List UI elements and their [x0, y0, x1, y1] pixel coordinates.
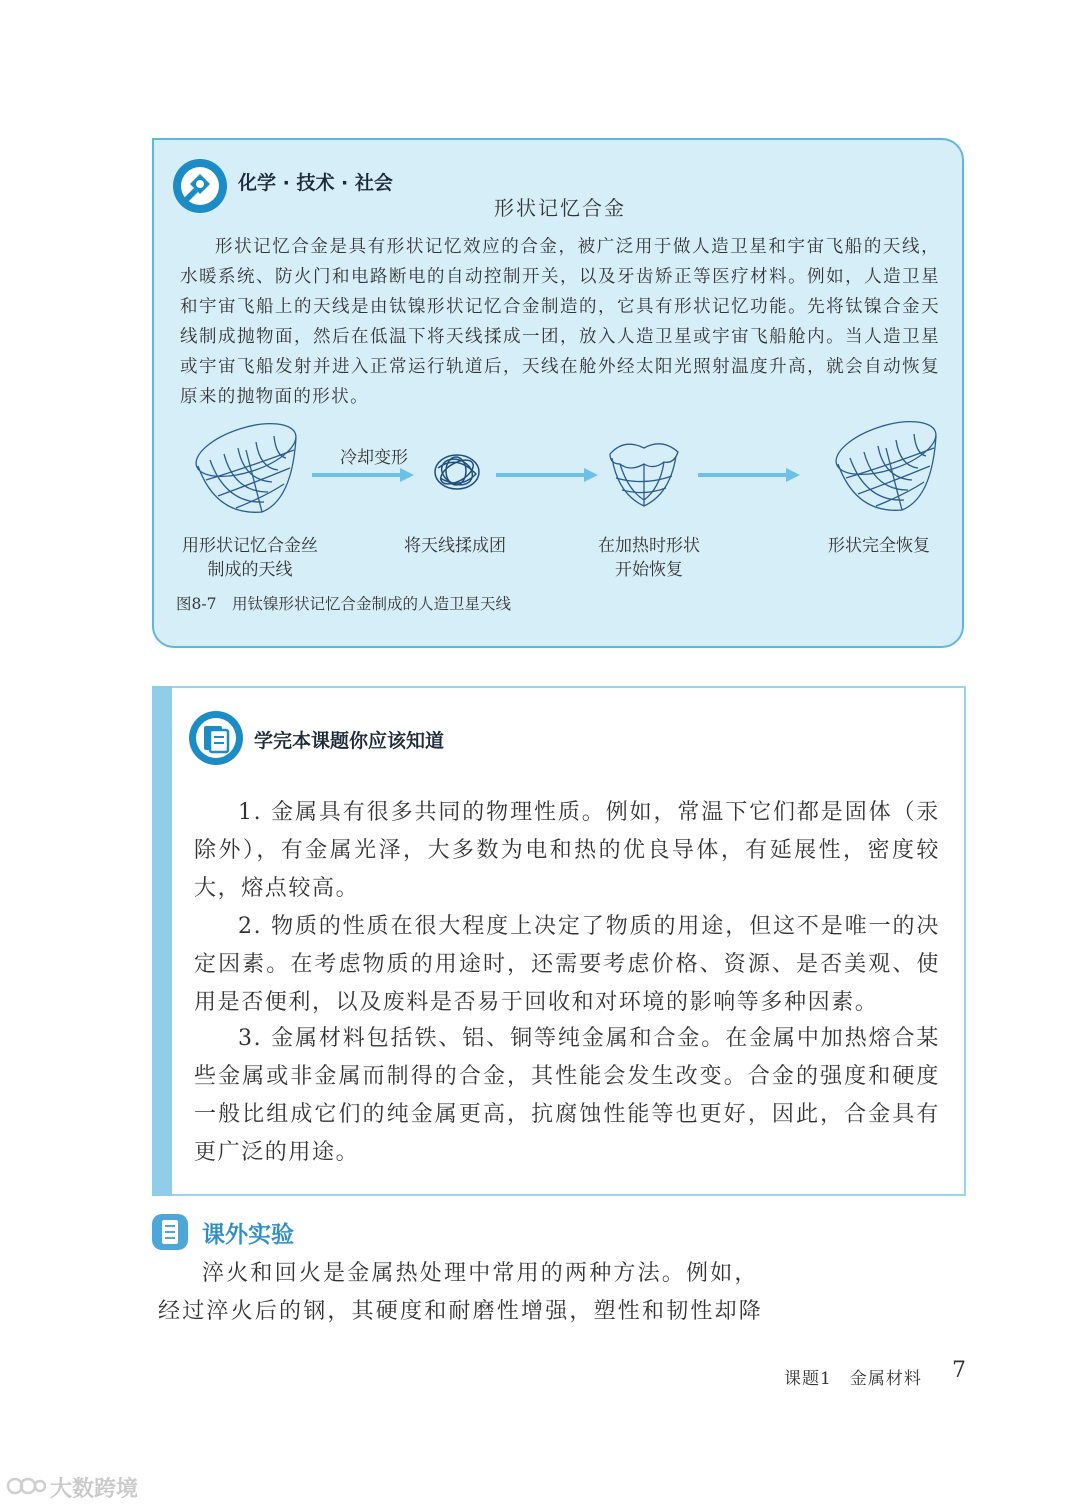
article-title: 形状记忆合金	[494, 196, 626, 220]
arrow-label: 冷却变形	[340, 448, 408, 468]
step-label-line: 形状完全恢复	[828, 536, 930, 556]
summary-icon	[188, 710, 244, 766]
box-heading: 化学 · 技术 · 社会	[238, 172, 393, 194]
arrow-right-icon	[698, 468, 800, 482]
step-label-line: 开始恢复	[615, 560, 683, 580]
experiment-icon	[152, 1212, 188, 1252]
summary-point: 3. 金属材料包括铁、铝、铜等纯金属和合金。在金属中加热熔合某些金属或非金属而制得的合金，其性能会发生改变。合金的强度和硬度一般比组成它们的纯金属更高，抗腐蚀性能等也更好，因此，合金具有更广泛的用途。	[194, 1026, 940, 1165]
figure-step-label	[160, 534, 340, 582]
box-heading: 学完本课题你应该知道	[254, 730, 445, 752]
figure-caption: 图8-7 用钛镍形状记忆合金制成的人造卫星天线	[176, 595, 511, 613]
summary-point: 2. 物质的性质在很大程度上决定了物质的用途，但这不是唯一的决定因素。在考虑物质的用途时，还需要考虑价格、资源、是否美观、使用是否便利，以及废料是否易于回收和对环境的影响等多种因素。	[194, 914, 940, 1015]
experiment-body: 淬火和回火是金属热处理中常用的两种方法。例如，经过淬火后的钢，其硬度和耐磨性增强，塑性和韧性却降	[158, 1261, 764, 1324]
step-label-line: 在加热时形状	[598, 536, 700, 556]
summary-point: 1. 金属具有很多共同的物理性质。例如，常温下它们都是固体（汞除外），有金属光泽，大多数为电和热的优良导体，有延展性，密度较大，熔点较高。	[194, 800, 940, 901]
figure-step-label	[804, 534, 954, 558]
figure-step-label	[380, 534, 530, 558]
antenna-dish-illustration	[176, 420, 302, 524]
box-accent-bar	[152, 686, 172, 1196]
arrow-right-icon	[496, 468, 598, 482]
arrow-right-icon	[312, 468, 414, 482]
page-number: 7	[952, 1358, 966, 1383]
watermark-text: 大数跨境	[50, 1477, 139, 1502]
chapter-label: 课题1 金属材料	[784, 1369, 922, 1389]
crumpled-antenna-illustration	[430, 450, 484, 494]
recovering-antenna-illustration	[604, 434, 684, 514]
figure-step-label	[574, 534, 724, 582]
step-label-line: 制成的天线	[207, 560, 293, 580]
watermark-logo-icon	[6, 1475, 46, 1497]
summary-box	[152, 686, 966, 1196]
chemistry-technology-society-box	[152, 138, 964, 648]
article-body: 形状记忆合金是具有形状记忆效应的合金，被广泛用于做人造卫星和宇宙飞船的天线，水暖系统、防火门和电路断电的自动控制开关，以及牙齿矫正等医疗材料。例如，人造卫星和宇宙飞船上的天线是由钛镍形状记忆合金制造的，它具有形状记忆功能。先将钛镍合金天线制成抛物面，然后在低温下将天线揉成一团，放入人造卫星或宇宙飞船舱内。当人造卫星或宇宙飞船发射并进入正常运行轨道后，天线在舱外经太阳光照射温度升高，就会自动恢复原来的抛物面的形状。	[180, 237, 940, 407]
step-label-line: 将天线揉成团	[404, 536, 506, 556]
step-label-line: 用形状记忆合金丝	[182, 536, 318, 556]
experiment-heading: 课外实验	[202, 1222, 294, 1248]
restored-antenna-illustration	[816, 418, 942, 524]
